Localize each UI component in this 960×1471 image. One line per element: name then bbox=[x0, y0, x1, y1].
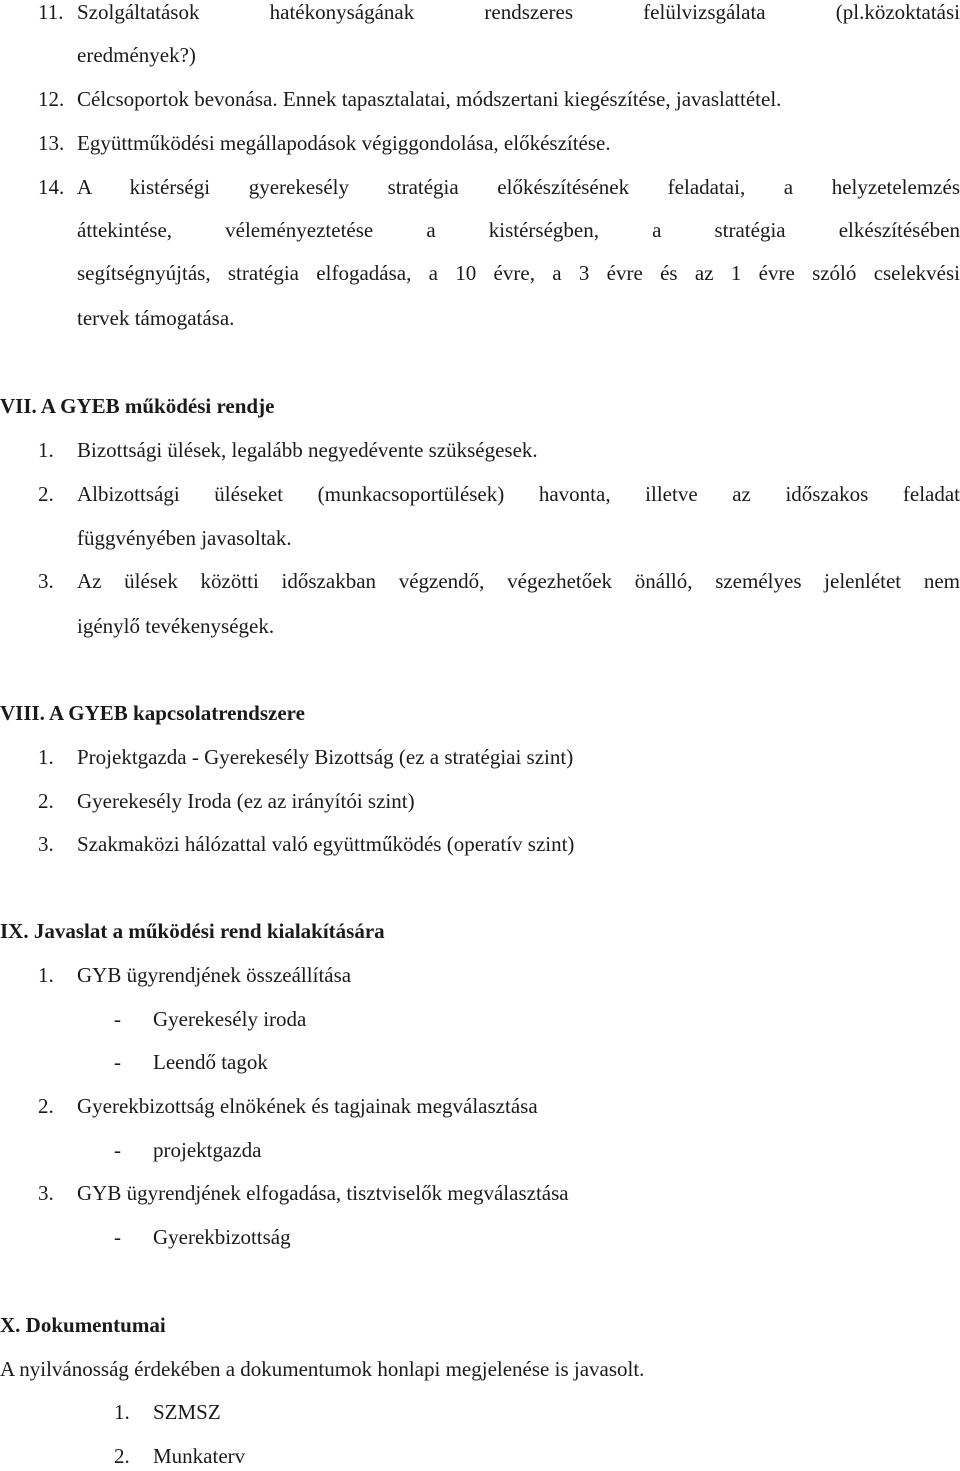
list-item-14-line2 bbox=[0, 215, 960, 245]
item-text-line: áttekintése, véleményeztetése a kistérségben, a stratégia elkészítésében bbox=[77, 218, 960, 242]
item-text: Gyerekesély Iroda (ez az irányítói szint) bbox=[77, 789, 415, 813]
item-text-line: függvényében javasoltak. bbox=[77, 526, 292, 550]
list-item bbox=[0, 1178, 960, 1208]
section-title: IX. Javaslat a működési rend kialakítására bbox=[0, 919, 385, 943]
item-text: GYB ügyrendjének összeállítása bbox=[77, 963, 352, 987]
item-number: 1. bbox=[38, 438, 54, 462]
item-text-line: igénylő tevékenységek. bbox=[77, 614, 275, 638]
dash-bullet: - bbox=[114, 1007, 121, 1031]
sub-item-text: Gyerekbizottság bbox=[153, 1225, 291, 1249]
sub-item-text: projektgazda bbox=[153, 1138, 262, 1162]
list-item-13 bbox=[0, 128, 960, 158]
item-number: 3. bbox=[38, 569, 54, 593]
sub-list-item bbox=[0, 1047, 960, 1077]
item-number: 3. bbox=[38, 832, 54, 856]
section-heading-viii bbox=[0, 698, 960, 728]
item-text-line: tervek támogatása. bbox=[77, 306, 235, 330]
item-text: Bizottsági ülések, legalább negyedévente szükségesek. bbox=[77, 438, 538, 462]
list-item-12 bbox=[0, 84, 960, 114]
list-item bbox=[0, 435, 960, 465]
item-text: Szolgáltatások hatékonyságának rendszeres felülvizsgálata (pl.közoktatási bbox=[77, 0, 960, 24]
dash-bullet: - bbox=[114, 1225, 121, 1249]
list-item bbox=[0, 479, 960, 509]
sub-item-text: Gyerekesély iroda bbox=[153, 1007, 307, 1031]
item-number: 2. bbox=[114, 1444, 130, 1468]
list-item bbox=[0, 742, 960, 772]
section-title: VIII. A GYEB kapcsolatrendszere bbox=[0, 701, 305, 725]
item-text-cont: eredmények?) bbox=[77, 43, 196, 67]
sub-item-text: Leendő tagok bbox=[153, 1050, 268, 1074]
item-number: 1. bbox=[114, 1400, 130, 1424]
list-item bbox=[0, 566, 960, 596]
item-number: 2. bbox=[38, 789, 54, 813]
intro-text: A nyilvánosság érdekében a dokumentumok honlapi megjelenése is javasolt. bbox=[0, 1357, 645, 1381]
list-item-14-line3 bbox=[0, 258, 960, 288]
item-number: 1. bbox=[38, 963, 54, 987]
item-text: Projektgazda - Gyerekesély Bizottság (ez a stratégiai szint) bbox=[77, 745, 574, 769]
item-text-line: Az ülések közötti időszakban végzendő, végezhetőek önálló, személyes jelenlétet nem bbox=[77, 569, 960, 593]
item-number: 2. bbox=[38, 482, 54, 506]
sub-list-item bbox=[0, 1222, 960, 1252]
list-item bbox=[0, 1441, 960, 1471]
item-text: Célcsoportok bevonása. Ennek tapasztalatai, módszertani kiegészítése, javaslattétel. bbox=[77, 87, 782, 111]
item-number: 12. bbox=[38, 87, 65, 111]
item-number: 14. bbox=[38, 175, 65, 199]
item-text: Munkaterv bbox=[153, 1444, 246, 1468]
list-item bbox=[0, 829, 960, 859]
item-number: 13. bbox=[38, 131, 65, 155]
dash-bullet: - bbox=[114, 1138, 121, 1162]
list-item-11 bbox=[0, 0, 960, 27]
item-text: Gyerekbizottság elnökének és tagjainak megválasztása bbox=[77, 1094, 538, 1118]
item-text: Szakmaközi hálózattal való együttműködés (operatív szint) bbox=[77, 832, 575, 856]
section-heading-vii bbox=[0, 391, 960, 421]
sub-list-item bbox=[0, 1135, 960, 1165]
dash-bullet: - bbox=[114, 1050, 121, 1074]
item-number: 1. bbox=[38, 745, 54, 769]
list-item-14-line4 bbox=[0, 303, 960, 333]
item-number: 3. bbox=[38, 1181, 54, 1205]
section-title: X. Dokumentumai bbox=[0, 1313, 166, 1337]
section-heading-ix bbox=[0, 916, 960, 946]
item-number: 11. bbox=[38, 0, 64, 24]
item-number: 2. bbox=[38, 1094, 54, 1118]
list-item bbox=[0, 1091, 960, 1121]
list-item bbox=[0, 960, 960, 990]
sub-list-item bbox=[0, 1004, 960, 1034]
item-text-line: Albizottsági üléseket (munkacsoportülések) havonta, illetve az időszakos feladat bbox=[77, 482, 960, 506]
list-item-11-cont bbox=[0, 40, 960, 70]
section-title: VII. A GYEB működési rendje bbox=[0, 394, 275, 418]
item-text: SZMSZ bbox=[153, 1400, 221, 1424]
list-item bbox=[0, 1397, 960, 1427]
section-heading-x bbox=[0, 1310, 960, 1340]
list-item bbox=[0, 786, 960, 816]
list-item-cont bbox=[0, 523, 960, 553]
section-intro bbox=[0, 1354, 960, 1384]
item-text: GYB ügyrendjének elfogadása, tisztviselők megválasztása bbox=[77, 1181, 569, 1205]
item-text: Együttműködési megállapodások végiggondolása, előkészítése. bbox=[77, 131, 611, 155]
item-text-line: A kistérségi gyerekesély stratégia előkészítésének feladatai, a helyzetelemzés bbox=[77, 175, 960, 199]
item-text-line: segítségnyújtás, stratégia elfogadása, a 10 évre, a 3 évre és az 1 évre szóló cselekvési bbox=[77, 261, 960, 285]
list-item-cont bbox=[0, 611, 960, 641]
list-item-14 bbox=[0, 172, 960, 202]
